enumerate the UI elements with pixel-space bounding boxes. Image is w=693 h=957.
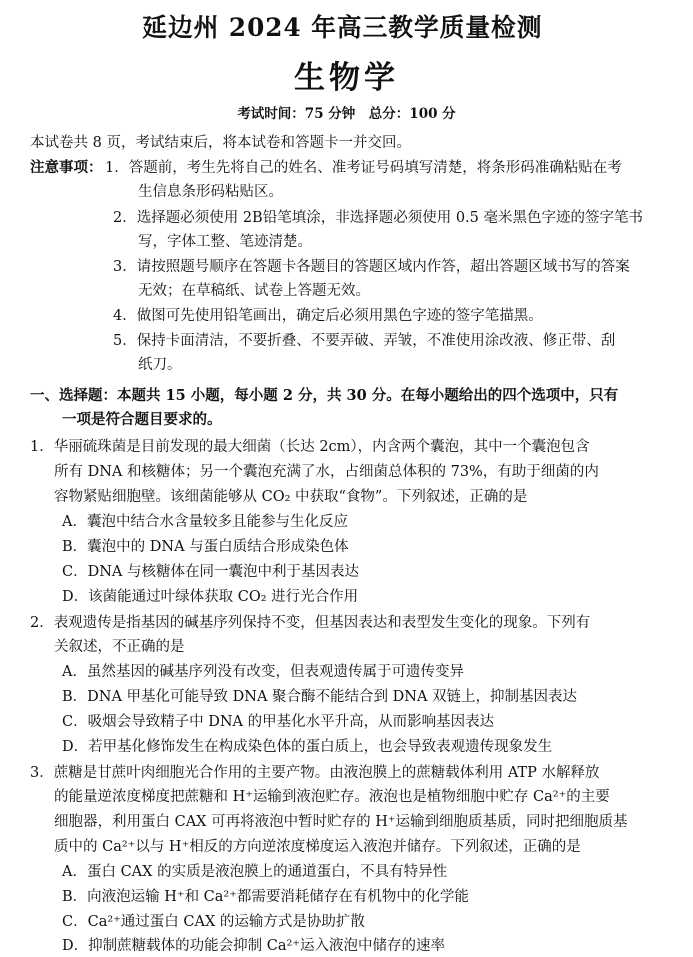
note-1: 1．答题前，考生先将自己的姓名、准考证号码填写清楚，将条形码准确粘贴在考 [105, 160, 622, 176]
q1-stem-1: 1．华丽硫珠菌是目前发现的最大细菌（长达 2cm），内含两个囊泡，其中一个囊泡包含 [30, 439, 590, 455]
notes-label: 注意事项： [30, 159, 103, 176]
exam-info: 考试时间：75 分钟 总分：100 分 [237, 106, 456, 122]
q2-stem-1: 2．表观遗传是指基因的碱基序列保持不变，但基因表达和表型发生变化的现象。下列有 [30, 615, 591, 631]
note-2-cont: 写，字体工整、笔迹清楚。 [138, 234, 312, 250]
section-heading-cont: 一项是符合题目要求的。 [62, 411, 222, 428]
note-3-cont: 无效；在草稿纸、试卷上答题无效。 [138, 283, 370, 299]
note-1-cont: 生信息条形码粘贴区。 [138, 184, 283, 200]
subject-title: 生物学 [294, 60, 399, 96]
q1-stem-3: 容物紧贴细胞壁。该细菌能够从 CO₂ 中获取“食物”。下列叙述，正确的是 [54, 489, 528, 505]
q2-option-b: B．DNA 甲基化可能导致 DNA 聚合酶不能结合到 DNA 双链上，抑制基因表达 [62, 689, 578, 705]
q1-option-a: A．囊泡中结合水含量较多且能参与生化反应 [62, 514, 348, 530]
note-5-cont: 纸刀。 [138, 357, 182, 373]
q2-option-d: D．若甲基化修饰发生在构成染色体的蛋白质上，也会导致表观遗传现象发生 [62, 739, 553, 755]
note-2: 2．选择题必须使用 2B铅笔填涂，非选择题必须使用 0.5 毫米黑色字迹的签字笔书 [113, 210, 643, 226]
q3-stem-4: 质中的 Ca²⁺以与 H⁺相反的方向逆浓度梯度运入液泡并储存。下列叙述，正确的是 [54, 839, 581, 855]
exam-title: 延边州 2024 年高三教学质量检测 [142, 13, 543, 42]
q3-option-a: A．蛋白 CAX 的实质是液泡膜上的通道蛋白，不具有特异性 [62, 864, 448, 880]
q3-option-d: D．抑制蔗糖载体的功能会抑制 Ca²⁺运入液泡中储存的速率 [62, 938, 445, 954]
q1-option-b: B．囊泡中的 DNA 与蛋白质结合形成染色体 [62, 539, 349, 555]
note-4: 4．做图可先使用铅笔画出，确定后必须用黑色字迹的签字笔描黑。 [113, 308, 543, 324]
q2-option-c: C．吸烟会导致精子中 DNA 的甲基化水平升高，从而影响基因表达 [62, 714, 495, 730]
q1-option-c: C．DNA 与核糖体在同一囊泡中利于基因表达 [62, 564, 359, 580]
q3-option-c: C．Ca²⁺通过蛋白 CAX 的运输方式是协助扩散 [62, 914, 365, 930]
q3-stem-3: 细胞器，利用蛋白 CAX 可再将液泡中暂时贮存的 H⁺运输到细胞质基质，同时把细胞质基 [54, 814, 628, 830]
q3-stem-2: 的能量逆浓度梯度把蔗糖和 H⁺运输到液泡贮存。液泡也是植物细胞中贮存 Ca²⁺的主要 [54, 789, 610, 805]
section-heading: 一、选择题：本题共 15 小题，每小题 2 分，共 30 分。在每小题给出的四个选项中，只有 [30, 387, 619, 404]
note-5: 5．保持卡面清洁，不要折叠、不要弄破、弄皱，不准使用涂改液、修正带、刮 [113, 333, 616, 349]
intro-text: 本试卷共 8 页，考试结束后，将本试卷和答题卡一并交回。 [30, 135, 411, 151]
q2-option-a: A．虽然基因的碱基序列没有改变，但表观遗传属于可遗传变异 [62, 664, 464, 680]
q1-stem-2: 所有 DNA 和核糖体；另一个囊泡充满了水，占细菌总体积的 73%，有助于细菌的内 [54, 464, 599, 480]
q3-option-b: B．向液泡运输 H⁺和 Ca²⁺都需要消耗储存在有机物中的化学能 [62, 889, 469, 905]
q3-stem-1: 3．蔗糖是甘蔗叶肉细胞光合作用的主要产物。由液泡膜上的蔗糖载体利用 ATP 水解释放 [30, 765, 600, 781]
q2-stem-2: 关叙述，不正确的是 [54, 639, 185, 655]
note-3: 3．请按照题号顺序在答题卡各题目的答题区域内作答，超出答题区域书写的答案 [113, 259, 630, 275]
q1-option-d: D．该菌能通过叶绿体获取 CO₂ 进行光合作用 [62, 589, 359, 605]
